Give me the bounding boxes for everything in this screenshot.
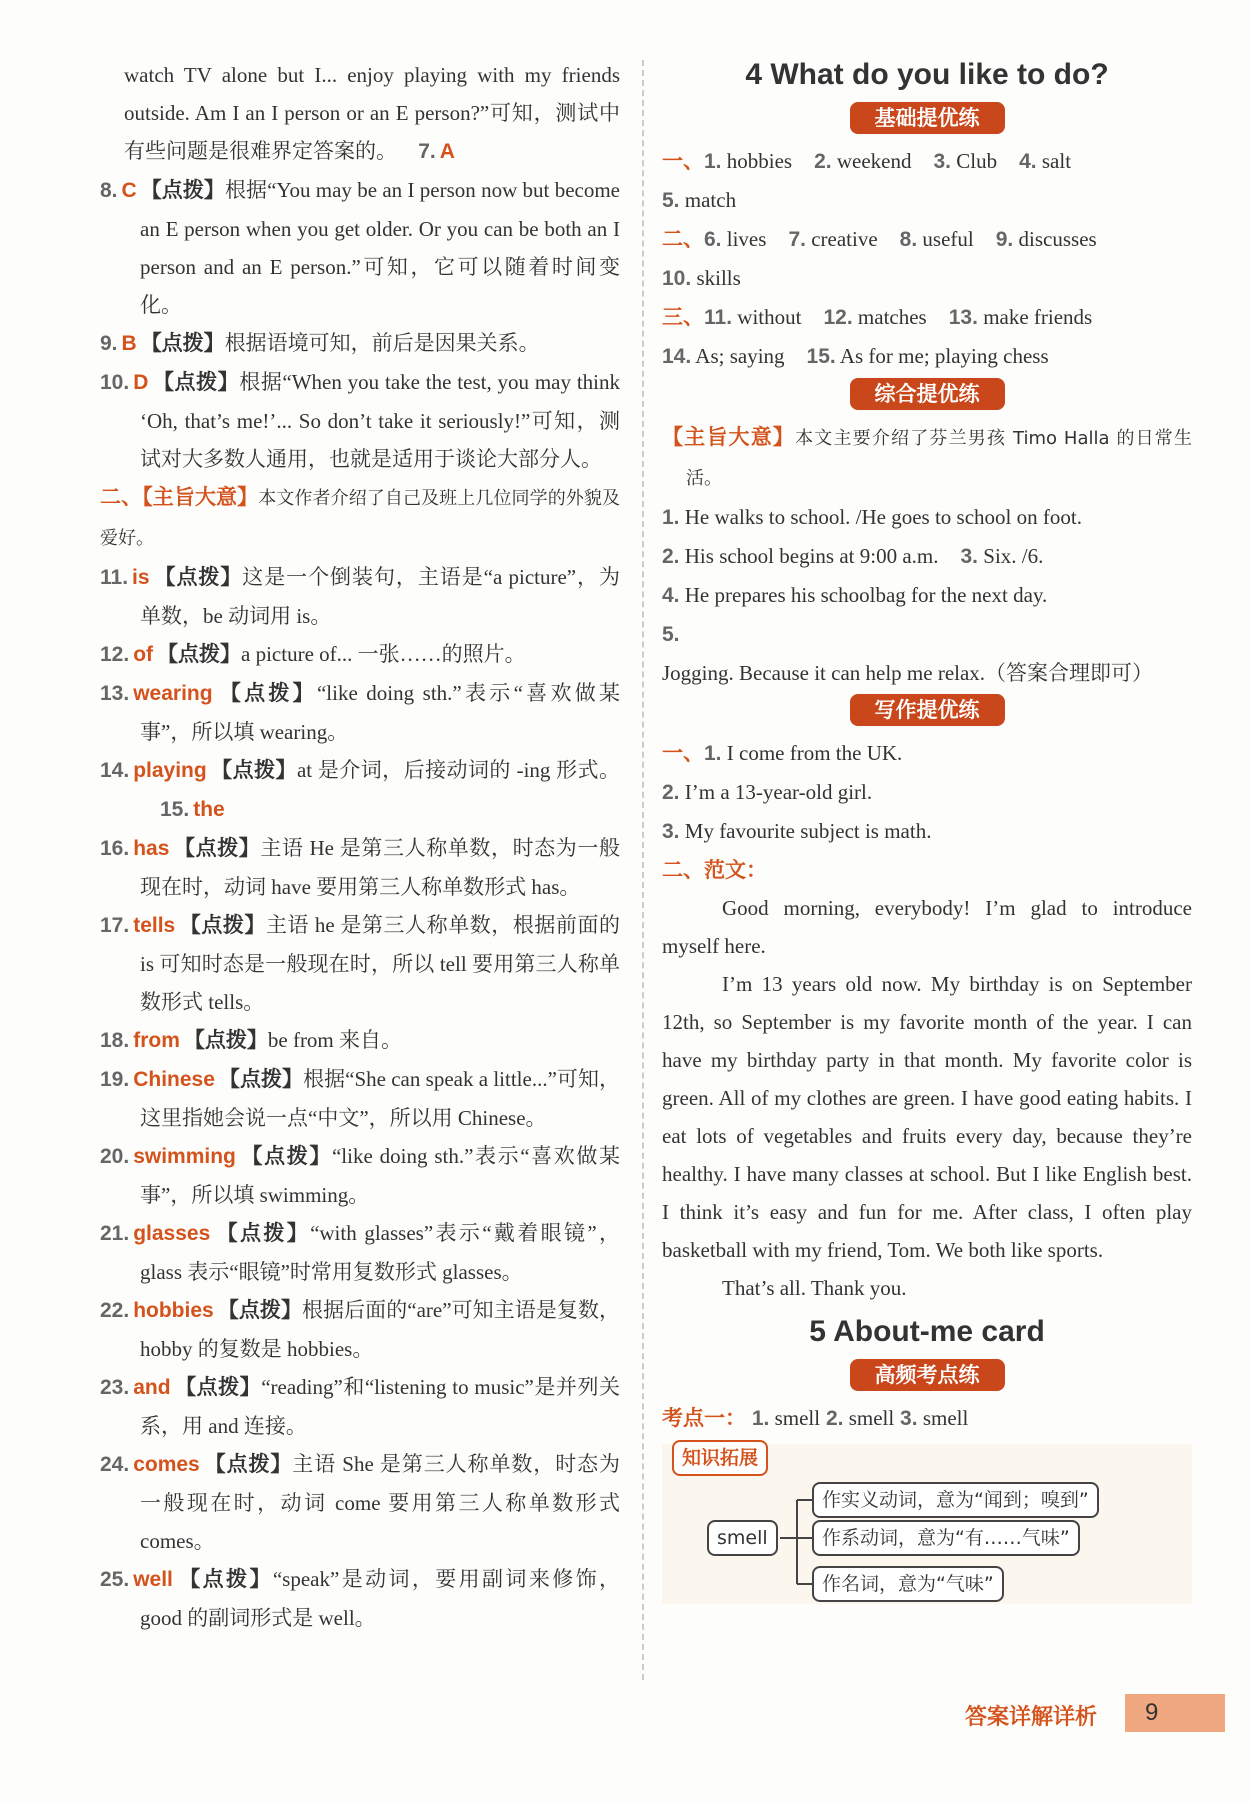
item-number: 2. — [820, 1407, 844, 1430]
item-answer: Six. /6. — [978, 544, 1044, 568]
answer-row — [662, 220, 1192, 259]
section-number: 一、 — [662, 741, 704, 765]
item-number: 13. — [100, 682, 130, 705]
item-number: 11. — [100, 566, 129, 589]
item-answer: I come from the UK. — [721, 741, 903, 765]
item-answer: and — [133, 1376, 171, 1399]
answer-item — [100, 829, 620, 906]
item-answer: is — [132, 566, 150, 589]
hint-text: “speak”是动词，要用副词来修饰，good 的副词形式是 well。 — [140, 1567, 620, 1630]
main-idea — [662, 418, 1192, 498]
section-banner-comprehensive: 综合提优练 — [850, 378, 1005, 410]
item-number: 7. — [788, 228, 806, 251]
item-number: 17. — [100, 914, 130, 937]
hint-text: “reading”和“listening to music”是并列关系，用 and 连接。 — [140, 1375, 620, 1438]
item-number: 12. — [100, 643, 130, 666]
section-banner-basic: 基础提优练 — [850, 102, 1005, 134]
diagram-center-node: smell — [707, 1520, 778, 1556]
main-idea-tag: 【主旨大意】 — [662, 425, 796, 449]
hint-text: 根据“When you take the test, you may think ‘Oh, that’s me!’... So don’t take it seriously!”可知，测试对大多数人通用，也就是适用于谈论大部分人。 — [140, 370, 620, 471]
item-answer: the — [193, 798, 225, 821]
diagram-branch: 作名词，意为“气味” — [812, 1566, 1004, 1602]
item-answer: weekend — [831, 149, 912, 173]
item-answer: well — [133, 1568, 173, 1591]
item-answer: My favourite subject is math. — [679, 819, 932, 843]
hint-tag: 【点拨】 — [183, 1028, 268, 1052]
item-number: 2. — [662, 545, 680, 568]
item-answer: tells — [133, 914, 176, 937]
hint-tag: 【点拨】 — [153, 565, 243, 589]
answer-item — [100, 1445, 620, 1560]
item-number: 14. — [662, 345, 692, 368]
answer-item — [100, 1021, 620, 1060]
item-number: 3. — [960, 545, 979, 568]
hint-tag: 【点拨】 — [217, 1298, 302, 1322]
answer-item — [100, 906, 620, 1021]
page-number: 9 — [1125, 1694, 1225, 1732]
item-answer: As for me; playing chess — [835, 344, 1049, 368]
footer-label: 答案详解详析 — [965, 1705, 1098, 1730]
hint-text: 根据后面的“are”可知主语是复数，hobby 的复数是 hobbies。 — [140, 1298, 620, 1361]
item-number: 7. — [418, 140, 436, 163]
item-number: 1. — [662, 506, 680, 529]
item-answer: without — [732, 305, 802, 329]
hint-tag: 【点拨】 — [173, 836, 261, 860]
item-answer: useful — [917, 227, 974, 251]
hint-text: “like doing sth.”表示“喜欢做某事”，所以填 wearing。 — [140, 681, 620, 744]
essay-paragraph: Good morning, everybody! I’m glad to introduce myself here. — [662, 896, 1192, 958]
knowledge-label: 知识拓展 — [672, 1440, 768, 1476]
essay-paragraph: I’m 13 years old now. My birthday is on September 12th, so September is my favorite month of the year. I can have my birthday party in that month. My favorite color is green. All of my clothes are green. I have good eating habits. I eat lots of vegetables and fruits every day, because they’re healthy. I have many classes at school. But I like English best. I think it’s easy and fun for me. After class, I often play basketball with my friend, Tom. We both like sports. — [662, 972, 1192, 1262]
hint-text: 主语 He 是第三人称单数，时态为一般现在时，动词 have 要用第三人称单数形式 has。 — [140, 836, 620, 899]
item-number: 5. — [662, 623, 680, 646]
hint-text: 主语 She 是第三人称单数，时态为一般现在时，动词 come 要用第三人称单数形式 comes。 — [140, 1452, 621, 1553]
answer-row — [662, 337, 1192, 376]
item-answer: lives — [721, 227, 767, 251]
answer-row — [662, 734, 1192, 773]
item-number: 25. — [100, 1568, 130, 1591]
item-number: 15. — [160, 798, 190, 821]
hint-tag: 【点拨】 — [239, 1144, 332, 1168]
item-answer: C — [121, 179, 137, 202]
item-answer: from — [133, 1029, 180, 1052]
item-answer: As; saying — [691, 344, 785, 368]
answer-item — [100, 635, 620, 674]
hint-tag: 【点拨】 — [179, 913, 266, 937]
item-answer: salt — [1036, 149, 1072, 173]
hint-tag: 【点拨】 — [176, 1567, 273, 1591]
hint-text: “like doing sth.”表示“喜欢做某事”，所以填 swimming。 — [140, 1144, 621, 1207]
answer-row — [662, 498, 1192, 537]
smell-diagram — [662, 1444, 1192, 1604]
item-answer: match — [679, 188, 737, 212]
answer-item — [100, 1214, 620, 1291]
item-number: 12. — [823, 306, 853, 329]
item-number: 4. — [662, 584, 680, 607]
hint-text: 主语 he 是第三人称单数，根据前面的 is 可知时态是一般现在时，所以 tell 要用第三人称单数形式 tells。 — [140, 913, 621, 1014]
item-number: 5. — [662, 189, 680, 212]
item-number: 9. — [995, 228, 1014, 251]
hint-tag: 【点拨】 — [157, 642, 242, 666]
item-number: 8. — [899, 228, 918, 251]
item-number: 10. — [662, 267, 692, 290]
main-idea-text: 本文作者介绍了自己及班上几位同学的外貌及爱好。 — [100, 488, 621, 549]
hint-tag: 【点拨】 — [218, 1067, 304, 1091]
hint-tag: 【点拨】 — [203, 1452, 293, 1476]
item-number: 16. — [100, 837, 130, 860]
answer-row — [662, 298, 1192, 337]
answer-item — [100, 324, 620, 363]
answer-item — [100, 1137, 620, 1214]
unit-5-title: 5 About-me card — [809, 1315, 1045, 1348]
item-answer: hobbies — [721, 149, 793, 173]
item-answer: He prepares his schoolbag for the next day. — [679, 583, 1048, 607]
item-answer: discusses — [1013, 227, 1097, 251]
diagram-branch: 作实义动词，意为“闻到；嗅到” — [812, 1482, 1099, 1518]
item-number: 15. — [806, 345, 836, 368]
unit-4-title: 4 What do you like to do? — [745, 58, 1109, 91]
item-number: 2. — [662, 781, 680, 804]
item-answer: wearing — [133, 682, 213, 705]
left-column — [100, 56, 620, 1637]
item-number: 18. — [100, 1029, 130, 1052]
hint-text: “with glasses”表示“戴着眼镜”，glass 表示“眼镜”时常用复数形式 glasses。 — [140, 1221, 620, 1284]
section-banner-frequent: 高频考点练 — [850, 1359, 1005, 1391]
item-answer: Club — [951, 149, 998, 173]
item-answer: D — [133, 371, 149, 394]
item-answer: swimming — [133, 1145, 236, 1168]
item-answer: B — [121, 332, 137, 355]
answer-item — [100, 1368, 620, 1445]
item-answer: matches — [852, 305, 927, 329]
item-answer: make friends — [977, 305, 1093, 329]
item-number: 3. — [933, 150, 952, 173]
answer-row — [662, 142, 1192, 181]
item-number: 3. — [662, 820, 680, 843]
intro-paragraph — [124, 56, 620, 171]
hint-text: 根据“You may be an I person now but become an E person when you get older. Or you can be both an I person and an E person.”可知，它可以随着时间变化。 — [140, 178, 620, 317]
diagram-branch: 作系动词，意为“有……气味” — [812, 1520, 1080, 1556]
intro-text: watch TV alone but I... enjoy playing with my friends outside. Am I an I person or an E person?”可知，测试中有些问题是很难界定答案的。 — [124, 63, 620, 163]
item-number: 23. — [100, 1376, 130, 1399]
answer-row — [662, 576, 1192, 615]
section-number: 二、 — [662, 227, 704, 251]
item-number: 19. — [100, 1068, 130, 1091]
item-answer: A — [439, 140, 455, 163]
item-number: 1. — [704, 742, 722, 765]
main-idea-text: 本文主要介绍了芬兰男孩 Timo Halla 的日常生活。 — [686, 428, 1192, 489]
column-divider — [642, 60, 644, 1680]
item-number: 8. — [100, 179, 118, 202]
item-answer: smell — [769, 1406, 821, 1430]
item-answer: His school begins at 9:00 a.m. — [679, 544, 939, 568]
item-number: 13. — [948, 306, 978, 329]
answer-item — [100, 1291, 620, 1368]
item-number: 4. — [1019, 150, 1037, 173]
essay-paragraph: That’s all. Thank you. — [722, 1276, 907, 1300]
item-answer: He walks to school. /He goes to school on foot. — [679, 505, 1082, 529]
answer-row — [662, 812, 1192, 851]
item-number: 24. — [100, 1453, 130, 1476]
hint-tag: 【点拨】 — [216, 681, 317, 705]
item-number: 10. — [100, 371, 130, 394]
section-number: 一、 — [662, 149, 704, 173]
hint-text: 这是一个倒装句，主语是“a picture”，为单数，be 动词用 is。 — [140, 565, 621, 628]
item-answer: creative — [805, 227, 878, 251]
item-answer: hobbies — [133, 1299, 214, 1322]
hint-text: 根据“She can speak a little...”可知，这里指她会说一点“中文”，所以用 Chinese。 — [140, 1067, 620, 1130]
item-number: 21. — [100, 1222, 130, 1245]
hint-text: be from 来自。 — [267, 1028, 403, 1052]
basic-answers — [662, 142, 1192, 376]
item-number: 11. — [704, 306, 733, 329]
item-answer: skills — [691, 266, 741, 290]
item-answer: smell — [917, 1406, 969, 1430]
hint-tag: 【点拨】 — [214, 1221, 311, 1245]
hint-tag: 【点拨】 — [174, 1375, 262, 1399]
item-number: 6. — [704, 228, 722, 251]
key-point-row — [662, 1399, 1192, 1438]
hint-text: at 是介词，后接动词的 -ing 形式。 — [296, 758, 620, 782]
answer-item — [100, 558, 620, 635]
section-banner-writing: 写作提优练 — [850, 694, 1005, 726]
item-answer: smell — [843, 1406, 895, 1430]
answer-item — [100, 1060, 620, 1137]
hint-tag: 【点拨】 — [152, 370, 240, 394]
answer-item — [100, 751, 620, 829]
item-answer: glasses — [133, 1222, 211, 1245]
essay-label: 二、范文： — [662, 858, 767, 882]
hint-text: 根据语境可知，前后是因果关系。 — [224, 331, 540, 355]
answer-item — [100, 363, 620, 478]
item-number: 14. — [100, 759, 130, 782]
main-idea-tag: 【主旨大意】 — [142, 485, 259, 509]
hint-tag: 【点拨】 — [140, 331, 225, 355]
section-number: 三、 — [662, 305, 704, 329]
answer-row — [662, 615, 1192, 692]
comprehensive-answers — [662, 498, 1192, 692]
item-answer: I’m a 13-year-old girl. — [679, 780, 873, 804]
writing-answers — [662, 734, 1192, 851]
answer-list — [100, 171, 620, 1637]
hint-tag: 【点拨】 — [210, 758, 297, 782]
answer-item — [100, 674, 620, 751]
item-number: 1. — [704, 150, 722, 173]
answer-item — [100, 171, 620, 324]
item-number: 3. — [894, 1407, 918, 1430]
answer-item — [100, 478, 620, 558]
item-number: 22. — [100, 1299, 130, 1322]
section-number: 二、 — [100, 485, 143, 509]
hint-text: a picture of... 一张……的照片。 — [241, 642, 526, 666]
key-point-label: 考点一： — [662, 1406, 746, 1430]
item-answer: comes — [133, 1453, 200, 1476]
right-column — [662, 50, 1192, 1604]
answer-row — [662, 259, 1192, 298]
item-number: 1. — [746, 1407, 770, 1430]
item-answer: Chinese — [133, 1068, 215, 1091]
item-answer: of — [133, 643, 154, 666]
item-number: 9. — [100, 332, 118, 355]
answer-row — [662, 181, 1192, 220]
answer-row — [662, 537, 1192, 576]
item-answer: playing — [133, 759, 207, 782]
answer-item — [100, 1560, 620, 1637]
item-answer: has — [133, 837, 170, 860]
item-number: 20. — [100, 1145, 130, 1168]
item-number: 2. — [814, 150, 832, 173]
item-answer: Jogging. Because it can help me relax.（答案合理即可） — [662, 661, 1154, 685]
model-essay — [662, 889, 1192, 1307]
answer-row — [662, 773, 1192, 812]
hint-tag: 【点拨】 — [140, 178, 225, 202]
